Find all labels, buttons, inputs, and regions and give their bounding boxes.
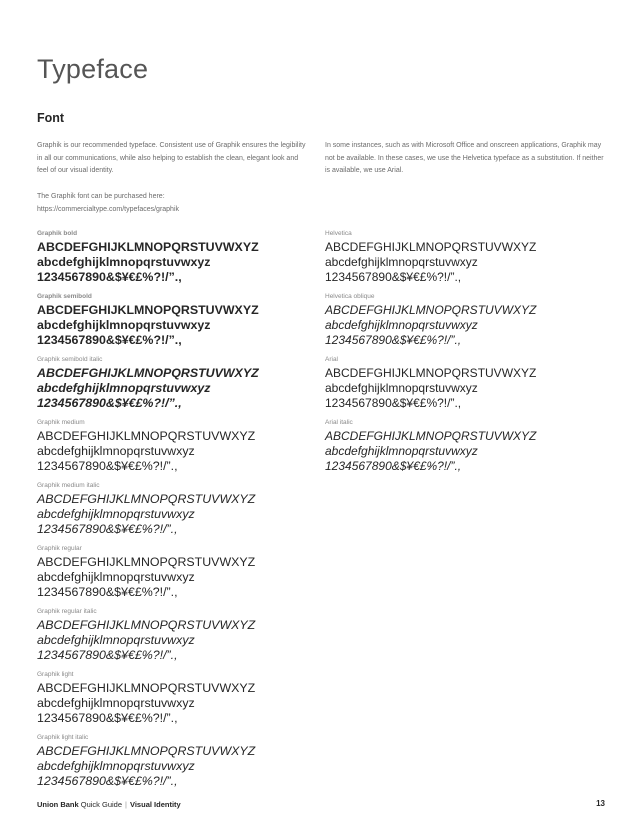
specimen-graphik-medium xyxy=(37,416,317,479)
specimen-label: Graphik light italic xyxy=(37,734,89,741)
specimen-numerals: 1234567890&$¥€£%?!/”., xyxy=(37,522,178,536)
specimen-uppercase: ABCDEFGHIJKLMNOPQRSTUVWXYZ xyxy=(325,366,537,380)
specimen-graphik-light xyxy=(37,668,317,731)
specimen-graphik-semibold xyxy=(37,290,317,353)
footer-separator: | xyxy=(125,800,127,809)
specimen-label: Graphik light xyxy=(37,671,74,678)
specimen-uppercase: ABCDEFGHIJKLMNOPQRSTUVWXYZ xyxy=(37,492,256,506)
section-title: Font xyxy=(37,111,65,125)
specimen-graphik-regular xyxy=(37,542,317,605)
specimen-helvetica-oblique xyxy=(325,290,615,353)
specimen-label: Arial italic xyxy=(325,419,353,426)
specimen-uppercase: ABCDEFGHIJKLMNOPQRSTUVWXYZ xyxy=(325,429,537,443)
page-number: 13 xyxy=(596,799,605,808)
specimen-lowercase: abcdefghijklmnopqrstuvwxyz xyxy=(325,318,478,332)
specimen-label: Graphik regular italic xyxy=(37,608,97,615)
specimen-label: Graphik bold xyxy=(37,230,78,237)
specimen-graphik-semibold-italic xyxy=(37,353,317,416)
specimen-lowercase: abcdefghijklmnopqrstuvwxyz xyxy=(37,444,195,458)
specimen-graphik-regular-italic xyxy=(37,605,317,668)
specimen-numerals: 1234567890&$¥€£%?!/”., xyxy=(37,585,178,599)
specimen-label: Graphik medium xyxy=(37,419,85,426)
specimen-numerals: 1234567890&$¥€£%?!/”., xyxy=(325,396,462,410)
specimen-label: Helvetica xyxy=(325,230,352,237)
specimen-uppercase: ABCDEFGHIJKLMNOPQRSTUVWXYZ xyxy=(37,744,256,758)
graphik-specimen-column xyxy=(37,227,317,794)
specimen-numerals: 1234567890&$¥€£%?!/”., xyxy=(37,648,178,662)
specimen-helvetica xyxy=(325,227,615,290)
specimen-graphik-bold xyxy=(37,227,317,290)
specimen-label: Arial xyxy=(325,356,339,363)
specimen-lowercase: abcdefghijklmnopqrstuvwxyz xyxy=(325,381,478,395)
specimen-label: Graphik semibold italic xyxy=(37,356,103,363)
specimen-numerals: 1234567890&$¥€£%?!/”., xyxy=(37,270,182,284)
specimen-uppercase: ABCDEFGHIJKLMNOPQRSTUVWXYZ xyxy=(325,240,537,254)
specimen-numerals: 1234567890&$¥€£%?!/”., xyxy=(37,774,178,788)
specimen-arial xyxy=(325,353,615,416)
page-title: Typeface xyxy=(37,54,149,84)
specimen-lowercase: abcdefghijklmnopqrstuvwxyz xyxy=(37,759,195,773)
specimen-numerals: 1234567890&$¥€£%?!/”., xyxy=(37,333,182,347)
specimen-arial-italic xyxy=(325,416,615,479)
specimen-label: Helvetica oblique xyxy=(325,293,375,300)
footer-guide: Quick Guide xyxy=(78,800,123,809)
purchase-info xyxy=(37,191,317,216)
specimen-label: Graphik regular xyxy=(37,545,82,552)
specimen-numerals: 1234567890&$¥€£%?!/”., xyxy=(37,711,178,725)
specimen-lowercase: abcdefghijklmnopqrstuvwxyz xyxy=(37,381,211,395)
specimen-label: Graphik medium italic xyxy=(37,482,100,489)
specimen-uppercase: ABCDEFGHIJKLMNOPQRSTUVWXYZ xyxy=(37,618,256,632)
footer xyxy=(37,800,181,809)
intro-left-text: Graphik is our recommended typeface. Consistent use of Graphik ensures the legibility in all our communications, while also helping to establish the clean, elegant look and feel of our visual identity. xyxy=(37,142,306,174)
specimen-lowercase: abcdefghijklmnopqrstuvwxyz xyxy=(37,255,211,269)
specimen-uppercase: ABCDEFGHIJKLMNOPQRSTUVWXYZ xyxy=(325,303,537,317)
specimen-numerals: 1234567890&$¥€£%?!/”., xyxy=(325,270,462,284)
intro-right-text: In some instances, such as with Microsoft Office and onscreen applications, Graphik may not be available. In these cases, we use the Helvetica typeface as a substitution. If neither is available, we use Arial. xyxy=(325,142,604,174)
footer-brand: Union Bank xyxy=(37,800,79,809)
specimen-lowercase: abcdefghijklmnopqrstuvwxyz xyxy=(37,570,195,584)
specimen-lowercase: abcdefghijklmnopqrstuvwxyz xyxy=(325,444,478,458)
specimen-uppercase: ABCDEFGHIJKLMNOPQRSTUVWXYZ xyxy=(37,555,256,569)
fallback-specimen-column xyxy=(325,227,615,479)
specimen-lowercase: abcdefghijklmnopqrstuvwxyz xyxy=(37,633,195,647)
specimen-uppercase: ABCDEFGHIJKLMNOPQRSTUVWXYZ xyxy=(37,240,259,254)
intro-right xyxy=(325,140,605,178)
specimen-numerals: 1234567890&$¥€£%?!/”., xyxy=(325,333,462,347)
specimen-numerals: 1234567890&$¥€£%?!/”., xyxy=(325,459,462,473)
specimen-graphik-light-italic xyxy=(37,731,317,794)
specimen-numerals: 1234567890&$¥€£%?!/”., xyxy=(37,396,182,410)
specimen-lowercase: abcdefghijklmnopqrstuvwxyz xyxy=(37,696,195,710)
specimen-graphik-medium-italic xyxy=(37,479,317,542)
specimen-uppercase: ABCDEFGHIJKLMNOPQRSTUVWXYZ xyxy=(37,303,259,317)
footer-section: Visual Identity xyxy=(129,800,181,809)
specimen-lowercase: abcdefghijklmnopqrstuvwxyz xyxy=(37,507,195,521)
specimen-uppercase: ABCDEFGHIJKLMNOPQRSTUVWXYZ xyxy=(37,681,256,695)
specimen-label: Graphik semibold xyxy=(37,293,92,300)
specimen-lowercase: abcdefghijklmnopqrstuvwxyz xyxy=(37,318,211,332)
purchase-url: https://commercialtype.com/typefaces/graphik xyxy=(37,205,180,213)
specimen-uppercase: ABCDEFGHIJKLMNOPQRSTUVWXYZ xyxy=(37,366,259,380)
purchase-line: The Graphik font can be purchased here: xyxy=(37,193,165,200)
specimen-numerals: 1234567890&$¥€£%?!/”., xyxy=(37,459,178,473)
intro-left xyxy=(37,140,307,178)
specimen-uppercase: ABCDEFGHIJKLMNOPQRSTUVWXYZ xyxy=(37,429,256,443)
specimen-lowercase: abcdefghijklmnopqrstuvwxyz xyxy=(325,255,478,269)
